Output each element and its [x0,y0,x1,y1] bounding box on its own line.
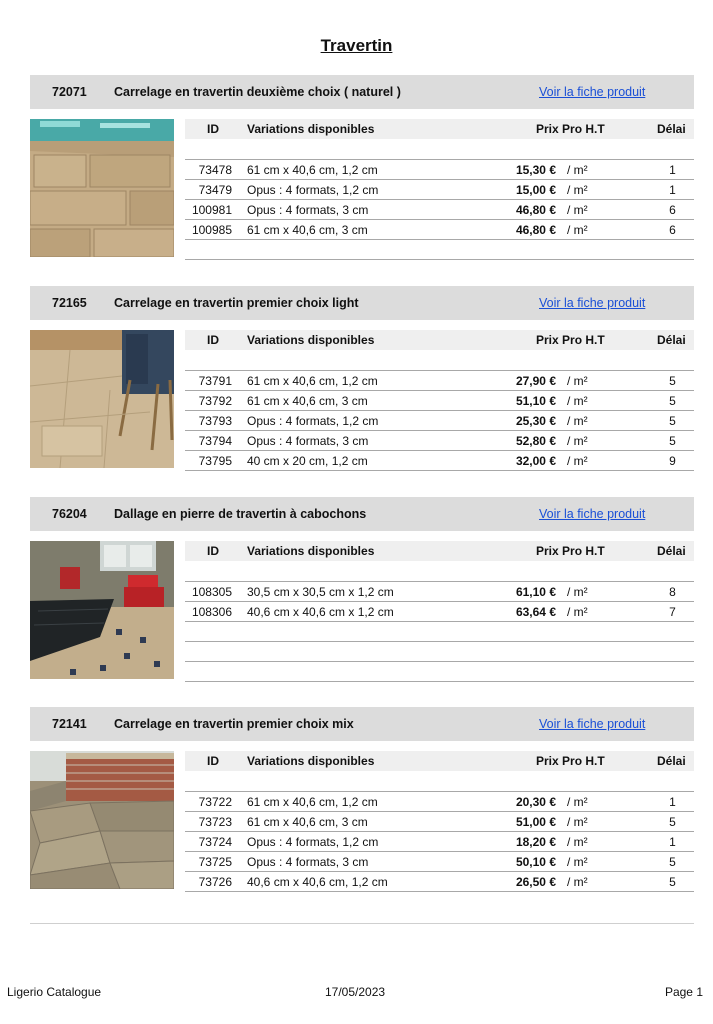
variation-id: 73794 [198,434,232,448]
price-unit: / m² [567,835,588,849]
product-block [30,497,694,619]
product-id: 72141 [52,717,87,731]
product-photo [30,330,174,468]
variations-table [185,751,694,889]
product-link[interactable]: Voir la fiche produit [539,507,646,521]
header-delai: Délai [657,333,686,347]
header-price: Prix Pro H.T [536,122,605,136]
product-header [30,707,694,741]
price-unit: / m² [567,223,588,237]
variation-price: 51,00 € [515,815,556,829]
variation-name: 40,6 cm x 40,6 cm, 1,2 cm [247,875,388,889]
header-price: Prix Pro H.T [536,333,605,347]
page-title: Travertin [320,36,393,55]
variation-id: 73793 [198,414,232,428]
variation-delai: 1 [669,835,676,849]
variation-name: 61 cm x 40,6 cm, 1,2 cm [247,163,378,177]
variation-delai: 9 [669,454,676,468]
variation-delai: 1 [669,163,676,177]
variation-delai: 1 [669,795,676,809]
table-row [185,159,694,180]
product-block [30,707,694,889]
variation-id: 73478 [198,163,232,177]
variation-name: Opus : 4 formats, 1,2 cm [247,835,379,849]
product-link[interactable]: Voir la fiche produit [539,717,646,731]
table-row [185,602,694,622]
variation-name: 61 cm x 40,6 cm, 3 cm [247,815,368,829]
table-row [185,872,694,892]
variation-id: 100981 [191,203,232,217]
table-row [185,812,694,832]
price-unit: / m² [567,374,588,388]
variation-price: 46,80 € [515,203,556,217]
product-photo [30,119,174,257]
footer-date: 17/05/2023 [325,985,386,999]
table-row-empty [185,642,694,662]
header-id: ID [207,754,219,768]
header-variations: Variations disponibles [247,122,375,136]
footer-catalogue: Ligerio Catalogue [7,985,102,999]
product-photo [30,541,174,679]
footer-page-number: Page 1 [664,985,703,999]
product-id: 76204 [52,507,87,521]
product-id: 72165 [52,296,87,310]
product-header [30,286,694,320]
table-row [185,370,694,391]
header-price: Prix Pro H.T [536,754,605,768]
price-unit: / m² [567,203,588,217]
product-name: Carrelage en travertin premier choix light [114,296,359,310]
variation-name: 40 cm x 20 cm, 1,2 cm [247,454,368,468]
table-row-empty [185,622,694,642]
header-variations: Variations disponibles [247,333,375,347]
table-row [185,391,694,411]
variation-price: 32,00 € [515,454,556,468]
variation-price: 20,30 € [515,795,556,809]
table-header [185,119,694,139]
variation-price: 52,80 € [515,434,556,448]
variation-price: 27,90 € [515,374,556,388]
variation-price: 18,20 € [515,835,556,849]
variation-id: 73722 [198,795,232,809]
price-unit: / m² [567,454,588,468]
variation-name: 40,6 cm x 40,6 cm x 1,2 cm [247,605,394,619]
header-delai: Délai [657,122,686,136]
header-price: Prix Pro H.T [536,544,605,558]
table-header [185,541,694,561]
price-unit: / m² [567,585,588,599]
table-row [185,451,694,471]
header-id: ID [207,122,219,136]
variation-price: 51,10 € [515,394,556,408]
product-block [30,75,694,237]
variation-price: 63,64 € [515,605,556,619]
footer-divider [30,923,694,924]
variation-name: 61 cm x 40,6 cm, 1,2 cm [247,374,378,388]
price-unit: / m² [567,434,588,448]
variation-name: 61 cm x 40,6 cm, 1,2 cm [247,795,378,809]
variation-delai: 5 [669,875,676,889]
variation-id: 73723 [198,815,232,829]
variations-table [185,119,694,237]
price-unit: / m² [567,605,588,619]
product-link[interactable]: Voir la fiche produit [539,85,646,99]
table-row [185,581,694,602]
price-unit: / m² [567,875,588,889]
header-delai: Délai [657,754,686,768]
product-name: Carrelage en travertin deuxième choix ( naturel ) [114,85,401,99]
table-row [185,852,694,872]
product-photo [30,751,174,889]
variation-delai: 6 [669,203,676,217]
variation-price: 61,10 € [515,585,556,599]
variation-price: 25,30 € [515,414,556,428]
header-id: ID [207,544,219,558]
product-id: 72071 [52,85,87,99]
variation-delai: 5 [669,855,676,869]
table-row [185,180,694,200]
variation-name: Opus : 4 formats, 3 cm [247,855,369,869]
variation-name: Opus : 4 formats, 1,2 cm [247,183,379,197]
variations-table [185,541,694,619]
product-header [30,497,694,531]
variation-id: 73791 [198,374,232,388]
variation-delai: 6 [669,223,676,237]
price-unit: / m² [567,855,588,869]
variation-id: 73724 [198,835,232,849]
variation-name: 30,5 cm x 30,5 cm x 1,2 cm [247,585,394,599]
variation-name: 61 cm x 40,6 cm, 3 cm [247,394,368,408]
table-row [185,411,694,431]
variation-delai: 8 [669,585,676,599]
price-unit: / m² [567,394,588,408]
variations-table [185,330,694,468]
variation-name: 61 cm x 40,6 cm, 3 cm [247,223,368,237]
variation-id: 73725 [198,855,232,869]
price-unit: / m² [567,815,588,829]
variation-delai: 5 [669,374,676,388]
variation-name: Opus : 4 formats, 3 cm [247,203,369,217]
table-row [185,220,694,240]
price-unit: / m² [567,795,588,809]
product-link[interactable]: Voir la fiche produit [539,296,646,310]
table-row [185,791,694,812]
variation-id: 73479 [198,183,232,197]
variation-delai: 5 [669,414,676,428]
table-header [185,751,694,771]
table-header [185,330,694,350]
variation-id: 108305 [191,585,232,599]
variation-price: 50,10 € [515,855,556,869]
variation-id: 108306 [191,605,232,619]
table-row [185,431,694,451]
variation-id: 73795 [198,454,232,468]
product-header [30,75,694,109]
table-row-empty [185,240,694,260]
variation-price: 46,80 € [515,223,556,237]
variation-price: 15,00 € [515,183,556,197]
header-id: ID [207,333,219,347]
table-row [185,832,694,852]
variation-name: Opus : 4 formats, 1,2 cm [247,414,379,428]
variation-name: Opus : 4 formats, 3 cm [247,434,369,448]
header-variations: Variations disponibles [247,754,375,768]
variation-delai: 1 [669,183,676,197]
variation-delai: 5 [669,394,676,408]
product-block [30,286,694,468]
variation-price: 15,30 € [515,163,556,177]
variation-id: 73726 [198,875,232,889]
variation-delai: 7 [669,605,676,619]
price-unit: / m² [567,163,588,177]
variation-price: 26,50 € [515,875,556,889]
price-unit: / m² [567,183,588,197]
variation-id: 73792 [198,394,232,408]
header-delai: Délai [657,544,686,558]
variation-delai: 5 [669,434,676,448]
table-row-empty [185,662,694,682]
product-name: Carrelage en travertin premier choix mix [114,717,354,731]
product-name: Dallage en pierre de travertin à cabochons [114,507,367,521]
variation-delai: 5 [669,815,676,829]
header-variations: Variations disponibles [247,544,375,558]
price-unit: / m² [567,414,588,428]
table-row [185,200,694,220]
variation-id: 100985 [191,223,232,237]
